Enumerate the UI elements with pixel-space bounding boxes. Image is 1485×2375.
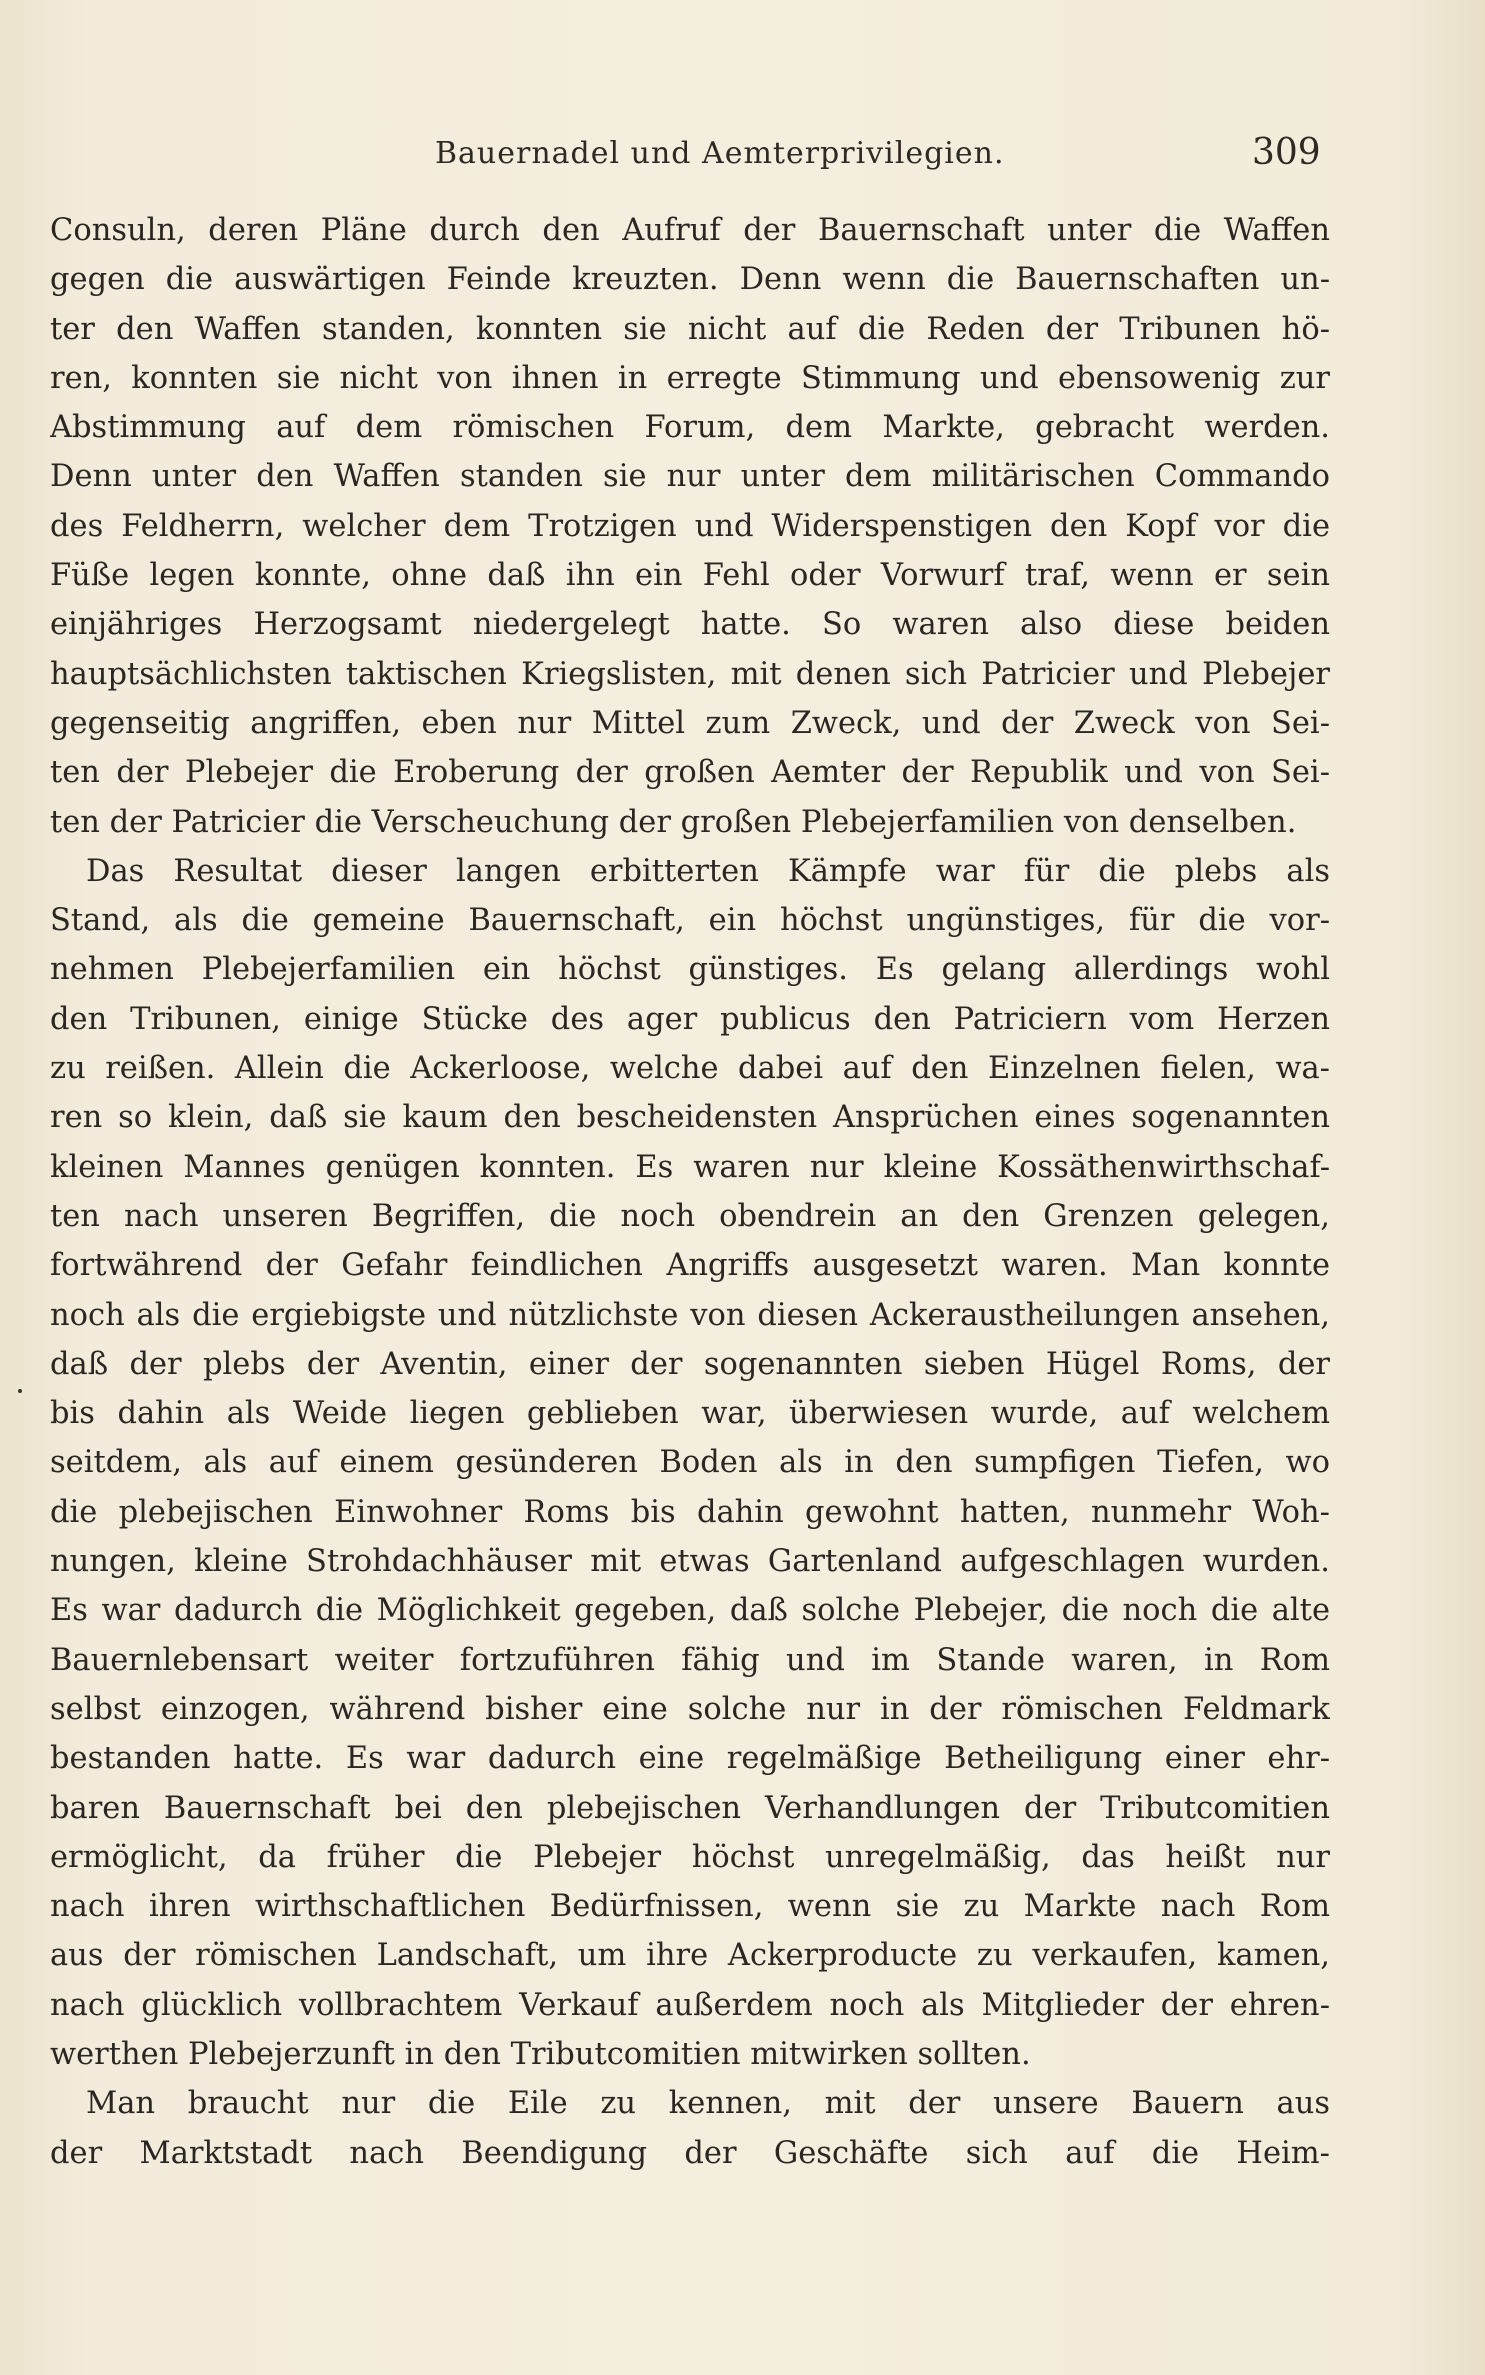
text-line: Bauernlebensart weiter fortzuführen fähig und im Stande waren, in Rom xyxy=(50,1642,1330,1678)
text-line: gegenseitig angriffen, eben nur Mittel zum Zweck, und der Zweck von Sei- xyxy=(50,705,1330,741)
text-line: zu reißen. Allein die Ackerloose, welche dabei auf den Einzelnen fielen, wa- xyxy=(50,1051,1330,1087)
text-line: nungen, kleine Strohdachhäuser mit etwas Gartenland aufgeschlagen wurden. xyxy=(50,1544,1330,1580)
text-line: ter den Waffen standen, konnten sie nicht auf die Reden der Tribunen hö- xyxy=(50,311,1330,347)
text-line: ten der Plebejer die Eroberung der großen Aemter der Republik und von Sei- xyxy=(50,755,1330,791)
text-line: fortwährend der Gefahr feindlichen Angriffs ausgesetzt waren. Man konnte xyxy=(50,1248,1330,1284)
body-text xyxy=(50,206,1330,2178)
text-line: ren, konnten sie nicht von ihnen in erregte Stimmung und ebensowenig zur xyxy=(50,360,1330,396)
text-line: nehmen Plebejerfamilien ein höchst günstiges. Es gelang allerdings wohl xyxy=(50,952,1330,988)
text-line: die plebejischen Einwohner Roms bis dahin gewohnt hatten, nunmehr Woh- xyxy=(50,1494,1330,1530)
paragraph-start-line: Das Resultat dieser langen erbitterten Kämpfe war für die plebs als xyxy=(86,853,1330,889)
text-line: einjähriges Herzogsamt niedergelegt hatte. So waren also diese beiden xyxy=(50,607,1330,643)
text-line: ten der Patricier die Verscheuchung der großen Plebejerfamilien von denselben. xyxy=(50,804,1297,840)
text-line: Stand, als die gemeine Bauernschaft, ein höchst ungünstiges, für die vor- xyxy=(50,903,1330,939)
text-line: ren so klein, daß sie kaum den bescheidensten Ansprüchen eines sogenannten xyxy=(50,1100,1330,1136)
margin-mark xyxy=(18,1389,22,1393)
text-line: Es war dadurch die Möglichkeit gegeben, daß solche Plebejer, die noch die alte xyxy=(50,1593,1330,1629)
text-line: noch als die ergiebigste und nützlichste von diesen Ackeraustheilungen ansehen, xyxy=(50,1297,1330,1333)
text-line: des Feldherrn, welcher dem Trotzigen und Widerspenstigen den Kopf vor die xyxy=(50,508,1330,544)
text-line: daß der plebs der Aventin, einer der sogenannten sieben Hügel Roms, der xyxy=(50,1346,1330,1382)
text-line: den Tribunen, einige Stücke des ager publicus den Patriciern vom Herzen xyxy=(50,1001,1330,1037)
page-number: 309 xyxy=(1252,132,1321,173)
text-line: aus der römischen Landschaft, um ihre Ackerproducte zu verkaufen, kamen, xyxy=(50,1938,1330,1974)
text-line: ermöglicht, da früher die Plebejer höchst unregelmäßig, das heißt nur xyxy=(50,1839,1330,1875)
text-line: baren Bauernschaft bei den plebejischen Verhandlungen der Tributcomitien xyxy=(50,1790,1330,1826)
text-line: seitdem, als auf einem gesünderen Boden als in den sumpfigen Tiefen, wo xyxy=(50,1445,1330,1481)
text-line: kleinen Mannes genügen konnten. Es waren nur kleine Kossäthenwirthschaf- xyxy=(50,1149,1330,1185)
text-line: gegen die auswärtigen Feinde kreuzten. Denn wenn die Bauernschaften un- xyxy=(50,262,1330,298)
text-line: nach glücklich vollbrachtem Verkauf außerdem noch als Mitglieder der ehren- xyxy=(50,1987,1330,2023)
text-line: bis dahin als Weide liegen geblieben war, überwiesen wurde, auf welchem xyxy=(50,1396,1330,1432)
text-line: werthen Plebejerzunft in den Tributcomitien mitwirken sollten. xyxy=(50,2036,1031,2072)
text-line: ten nach unseren Begriffen, die noch obendrein an den Grenzen gelegen, xyxy=(50,1198,1330,1234)
running-title: Bauernadel und Aemterprivilegien. xyxy=(435,136,1005,171)
page-header xyxy=(0,132,1485,186)
text-line: hauptsächlichsten taktischen Kriegslisten, mit denen sich Patricier und Plebejer xyxy=(50,656,1330,692)
text-line: der Marktstadt nach Beendigung der Geschäfte sich auf die Heim- xyxy=(50,2135,1330,2171)
text-line: Consuln, deren Pläne durch den Aufruf der Bauernschaft unter die Waffen xyxy=(50,213,1330,248)
text-line: bestanden hatte. Es war dadurch eine regelmäßige Betheiligung einer ehr- xyxy=(50,1741,1330,1777)
text-line: Denn unter den Waffen standen sie nur unter dem militärischen Commando xyxy=(50,459,1330,495)
text-line: selbst einzogen, während bisher eine solche nur in der römischen Feldmark xyxy=(50,1691,1330,1727)
text-line: nach ihren wirthschaftlichen Bedürfnissen, wenn sie zu Markte nach Rom xyxy=(50,1889,1330,1925)
text-line: Füße legen konnte, ohne daß ihn ein Fehl oder Vorwurf traf, wenn er sein xyxy=(50,558,1330,594)
paragraph-start-line: Man braucht nur die Eile zu kennen, mit der unsere Bauern aus xyxy=(86,2086,1330,2122)
text-line: Abstimmung auf dem römischen Forum, dem Markte, gebracht werden. xyxy=(50,410,1330,446)
